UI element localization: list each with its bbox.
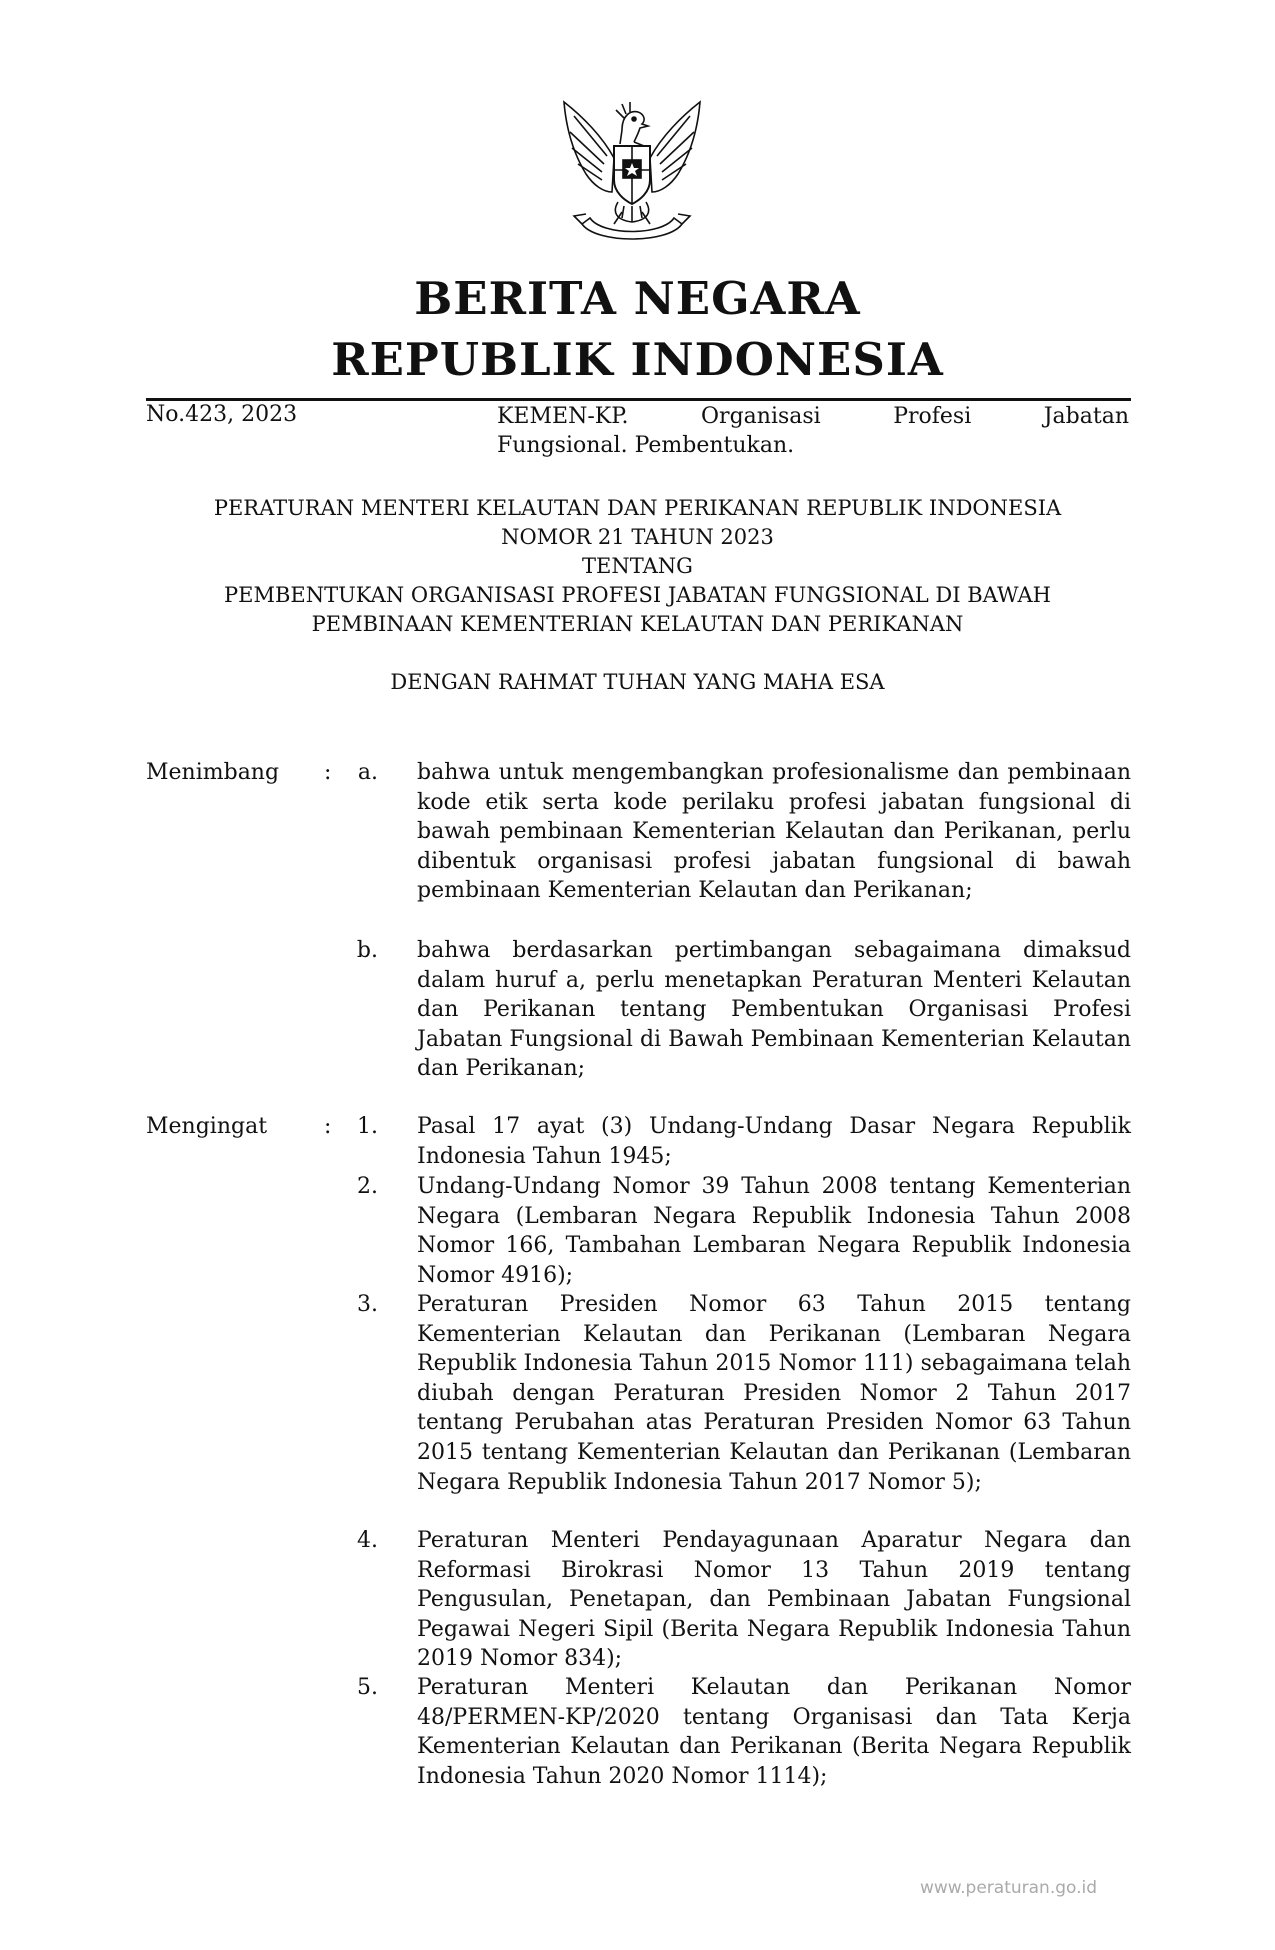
- mengingat-item-no: 2.: [357, 1174, 378, 1199]
- header-divider: [146, 398, 1131, 401]
- document-subject: [497, 402, 1129, 460]
- source-watermark: www.peraturan.go.id: [920, 1878, 1098, 1898]
- mengingat-item-no: 4.: [357, 1528, 378, 1553]
- menimbang-item-no: b.: [356, 938, 378, 963]
- regulation-tentang: TENTANG: [582, 554, 693, 578]
- mengingat-item-no: 5.: [357, 1675, 378, 1700]
- subject-line2: Fungsional. Pembentukan.: [497, 433, 795, 458]
- mengingat-colon: :: [324, 1114, 332, 1139]
- regulation-title: PERATURAN MENTERI KELAUTAN DAN PERIKANAN REPUBLIK INDONESIA: [213, 496, 1062, 520]
- menimbang-label: Menimbang: [146, 760, 280, 785]
- subject-line1: KEMEN-KP. Organisasi Profesi Jabatan: [497, 404, 1129, 429]
- regulation-subject-line2: PEMBINAAN KEMENTERIAN KELAUTAN DAN PERIKANAN: [311, 612, 964, 636]
- menimbang-item-no: a.: [357, 760, 378, 785]
- mengingat-item-text: Peraturan Presiden Nomor 63 Tahun 2015 tentang Kementerian Kelautan dan Perikanan (Lembaran Negara Republik Indonesia Tahun 2015 Nomor 111) sebagaimana telah diubah dengan Peraturan Presiden Nomor 2 Tahun 2017 tentang Perubahan atas Peraturan Presiden Nomor 63 Tahun 2015 tentang Kementerian Kelautan dan Perikanan (Lembaran Negara Republik Indonesia Tahun 2017 Nomor 5);: [417, 1292, 1131, 1495]
- mengingat-item-text: Peraturan Menteri Pendayagunaan Aparatur Negara dan Reformasi Birokrasi Nomor 13 Tahun 2019 tentang Pengusulan, Penetapan, dan Pembinaan Jabatan Fungsional Pegawai Negeri Sipil (Berita Negara Republik Indonesia Tahun 2019 Nomor 834);: [417, 1528, 1131, 1672]
- menimbang-colon: :: [324, 760, 332, 785]
- regulation-number: NOMOR 21 TAHUN 2023: [501, 525, 774, 549]
- menimbang-item-text: bahwa untuk mengembangkan profesionalisme dan pembinaan kode etik serta kode perilaku profesi jabatan fungsional di bawah pembinaan Kementerian Kelautan dan Perikanan, perlu dibentuk organisasi profesi jabatan fungsional di bawah pembinaan Kementerian Kelautan dan Perikanan;: [417, 760, 1131, 904]
- mengingat-item-text: Peraturan Menteri Kelautan dan Perikanan Nomor 48/PERMEN-KP/2020 tentang Organisasi dan Tata Kerja Kementerian Kelautan dan Perikanan (Berita Negara Republik Indonesia Tahun 2020 Nomor 1114);: [417, 1675, 1131, 1789]
- garuda-emblem-icon: [552, 96, 712, 246]
- document-number: No.423, 2023: [146, 402, 298, 427]
- publication-title-line2: REPUBLIK INDONESIA: [331, 333, 944, 386]
- invocation: DENGAN RAHMAT TUHAN YANG MAHA ESA: [390, 670, 885, 694]
- mengingat-item-no: 1.: [357, 1114, 378, 1139]
- regulation-heading: [140, 494, 1135, 639]
- mengingat-label: Mengingat: [146, 1114, 268, 1139]
- mengingat-item-text: Pasal 17 ayat (3) Undang-Undang Dasar Negara Republik Indonesia Tahun 1945;: [417, 1114, 1131, 1169]
- mengingat-item-text: Undang-Undang Nomor 39 Tahun 2008 tentang Kementerian Negara (Lembaran Negara Republik Indonesia Tahun 2008 Nomor 166, Tambahan Lembaran Negara Republik Indonesia Nomor 4916);: [417, 1174, 1131, 1288]
- publication-title-line1: BERITA NEGARA: [414, 272, 861, 325]
- menimbang-item-text: bahwa berdasarkan pertimbangan sebagaimana dimaksud dalam huruf a, perlu menetapkan Peraturan Menteri Kelautan dan Perikanan tentang Pembentukan Organisasi Profesi Jabatan Fungsional di Bawah Pembinaan Kementerian Kelautan dan Perikanan;: [417, 938, 1131, 1082]
- mengingat-item-no: 3.: [357, 1292, 378, 1317]
- regulation-subject-line1: PEMBENTUKAN ORGANISASI PROFESI JABATAN FUNGSIONAL DI BAWAH: [224, 583, 1051, 607]
